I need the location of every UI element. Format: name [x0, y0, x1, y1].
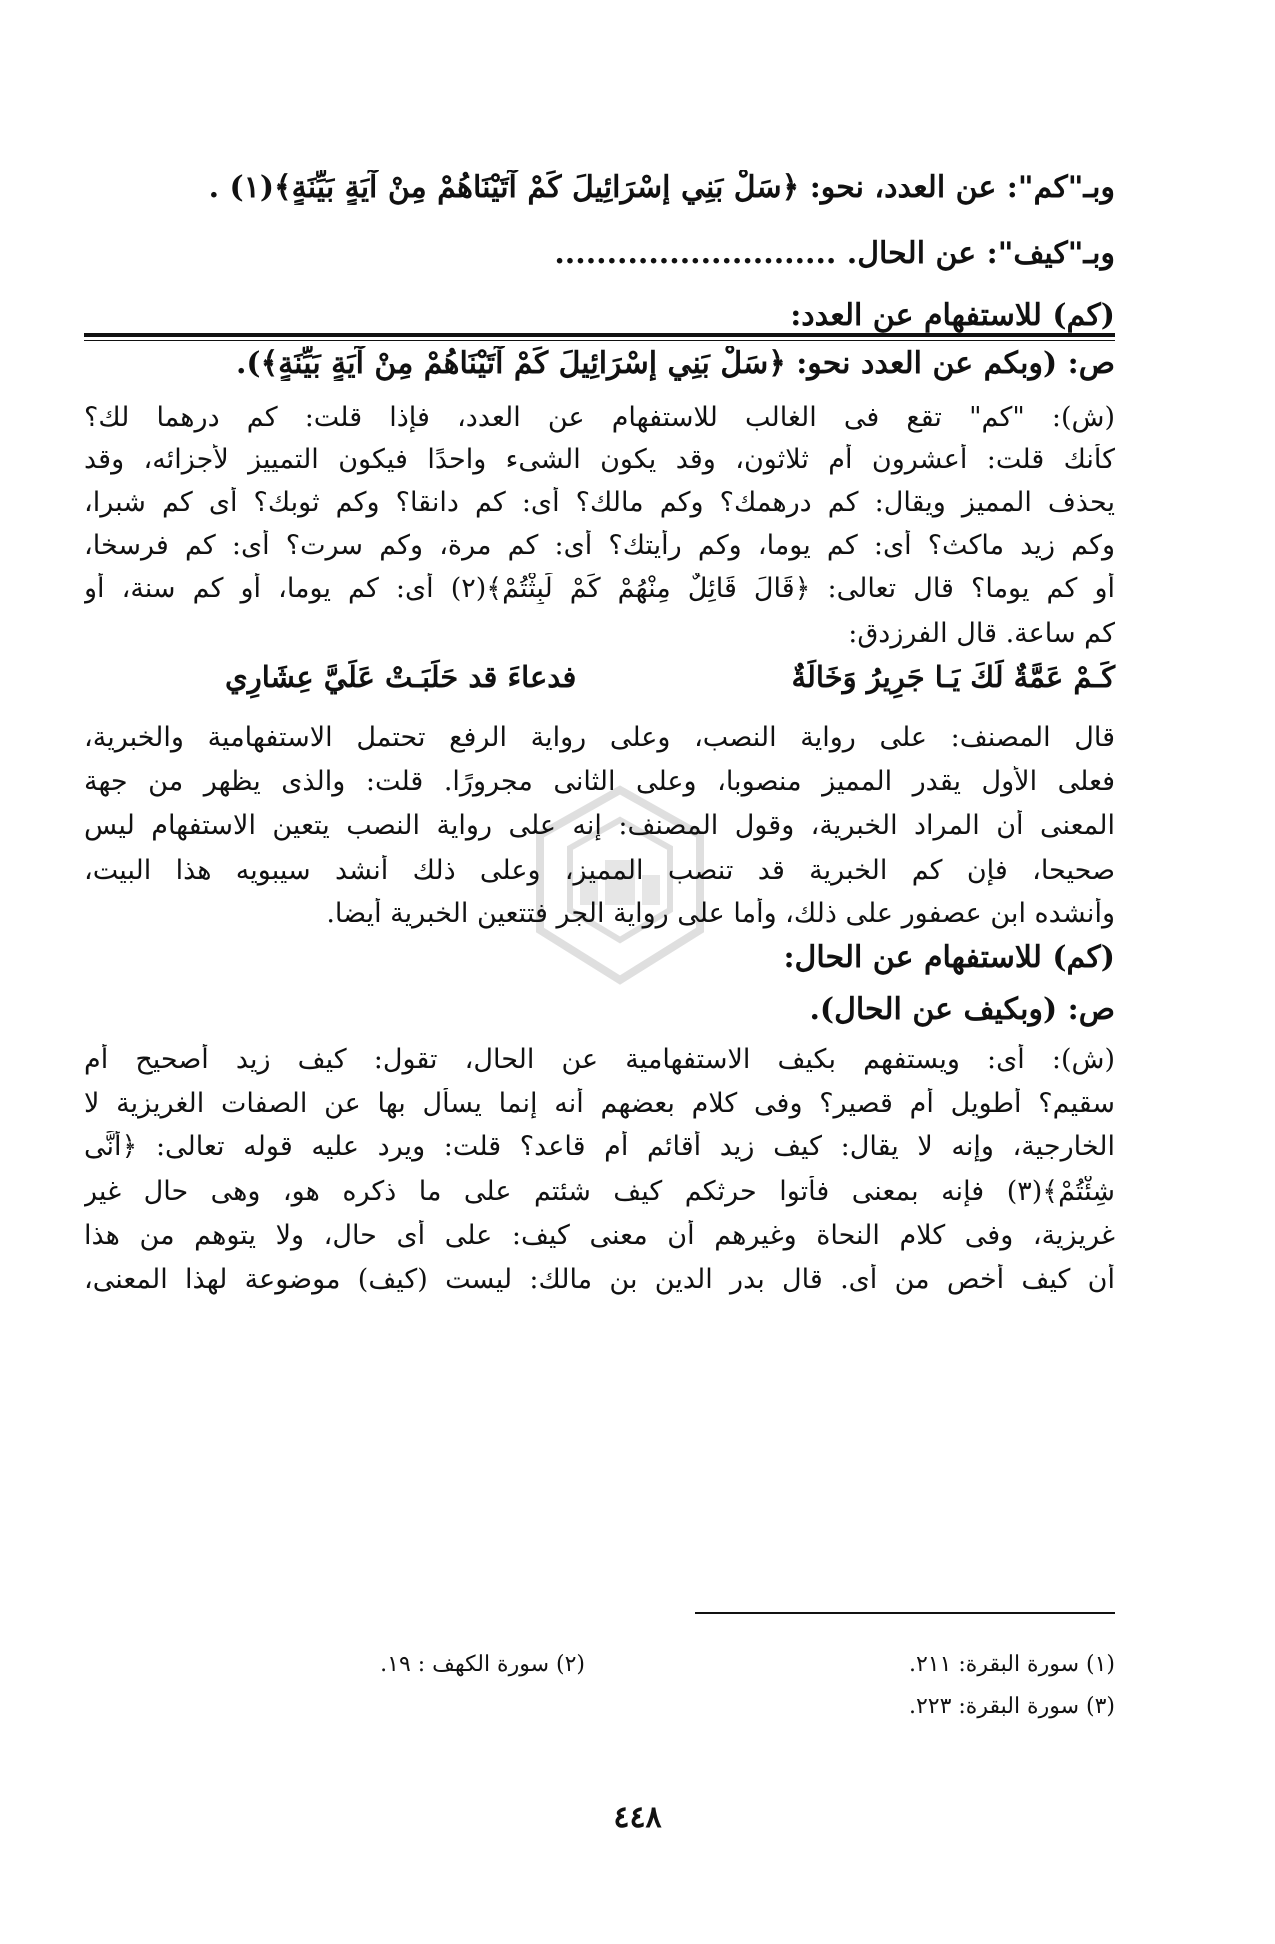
- footnote-3: (٣) سورة البقرة: ٢٢٣.: [908, 1694, 1115, 1719]
- musannif-line: قال المصنف: على رواية النصب، وعلى رواية الرفع تحتمل الاستفهامية والخبرية،: [84, 722, 1115, 753]
- page-number: ٤٤٨: [613, 1800, 662, 1835]
- kayfa-line: (ش): أى: ويستفهم بكيف الاستفهامية عن الحال، تقول: كيف زيد أصحيح أم: [84, 1044, 1115, 1075]
- footnote-1: (١) سورة البقرة: ٢١١.: [908, 1652, 1115, 1677]
- header-matn-line-1: وبـ"كم": عن العدد، نحو: ﴿سَلْ بَنِي إِسْرَائِيلَ كَمْ آتَيْنَاهُمْ مِنْ آيَةٍ بَيِّنَةٍ﴾(١) .: [208, 170, 1115, 205]
- sad-line-kayfa: ص: (وبكيف عن الحال).: [809, 992, 1115, 1027]
- verse-second-hemistich: فدعاءَ قد حَلَبَـتْ عَلَيَّ عِشَارِي: [225, 660, 577, 694]
- sharh-line: كم ساعة. قال الفرزدق:: [848, 618, 1115, 649]
- kayfa-line: غريزية، وفى كلام النحاة وغيرهم أن معنى كيف: على أى حال، ولا يتوهم من هذا: [84, 1220, 1115, 1251]
- kayfa-line: شِئْتُمْ﴾(٣) فإنه بمعنى فأتوا حرثكم كيف شئتم على ما ذكره هو، وهى حال غير: [84, 1176, 1115, 1207]
- sharh-line: (ش): "كم" تقع فى الغالب للاستفهام عن العدد، فإذا قلت: كم درهما لك؟: [84, 402, 1115, 433]
- section-heading-kayfa: (كم) للاستفهام عن الحال:: [783, 940, 1115, 975]
- sharh-line: وكم زيد ماكث؟ أى: كم يوما، وكم رأيتك؟ أى: كم مرة، وكم سرت؟ أى: كم فرسخا،: [84, 530, 1115, 561]
- sharh-line: أو كم يوما؟ قال تعالى: ﴿قَالَ قَائِلٌ مِنْهُمْ كَمْ لَبِثْتُمْ﴾(٢) أى: كم يوما، أو كم سنة، أو: [84, 573, 1115, 604]
- musannif-line: فعلى الأول يقدر المميز منصوبا، وعلى الثانى مجرورًا. قلت: والذى يظهر من جهة: [84, 766, 1115, 797]
- header-matn-line-2: وبـ"كيف": عن الحال. ...........................: [554, 236, 1115, 271]
- header-divider-thick: [84, 333, 1115, 337]
- musannif-line: صحيحا، فإن كم الخبرية قد تنصب المميز، وعلى ذلك أنشد سيبويه هذا البيت،: [84, 855, 1115, 886]
- sad-line-kam: ص: (وبكم عن العدد نحو: ﴿سَلْ بَنِي إِسْرَائِيلَ كَمْ آتَيْنَاهُمْ مِنْ آيَةٍ بَيِّنَةٍ﴾).: [235, 346, 1115, 381]
- kayfa-line: الخارجية، وإنه لا يقال: كيف زيد أقائم أم قاعد؟ قلت: ويرد عليه قوله تعالى: ﴿أَنَّى: [84, 1131, 1115, 1162]
- sharh-line: كأنك قلت: أعشرون أم ثلاثون، وقد يكون الشىء واحدًا فيكون التمييز لأجزائه، وقد: [84, 444, 1115, 475]
- footnote-divider: [695, 1612, 1115, 1614]
- header-divider-thin: [84, 340, 1115, 341]
- verse-first-hemistich: كَـمْ عَمَّةٌ لَكَ يَـا جَرِيرُ وَخَالَةٌ: [791, 660, 1115, 694]
- kayfa-line: أن كيف أخص من أى. قال بدر الدين بن مالك: ليست (كيف) موضوعة لهذا المعنى،: [84, 1264, 1115, 1295]
- section-heading-kam: (كم) للاستفهام عن العدد:: [790, 298, 1115, 333]
- sharh-line: يحذف المميز ويقال: كم درهمك؟ وكم مالك؟ أى: كم دانقا؟ وكم ثوبك؟ أى كم شبرا،: [84, 487, 1115, 518]
- footnote-2: (٢) سورة الكهف : ١٩.: [380, 1652, 585, 1677]
- musannif-line: وأنشده ابن عصفور على ذلك، وأما على رواية الجر فتتعين الخبرية أيضا.: [326, 898, 1115, 929]
- kayfa-line: سقيم؟ أطويل أم قصير؟ وفى كلام بعضهم أنه إنما يسأل بها عن الصفات الغريزية لا: [84, 1088, 1115, 1119]
- musannif-line: المعنى أن المراد الخبرية، وقول المصنف: إنه على رواية النصب يتعين الاستفهام ليس: [84, 810, 1115, 841]
